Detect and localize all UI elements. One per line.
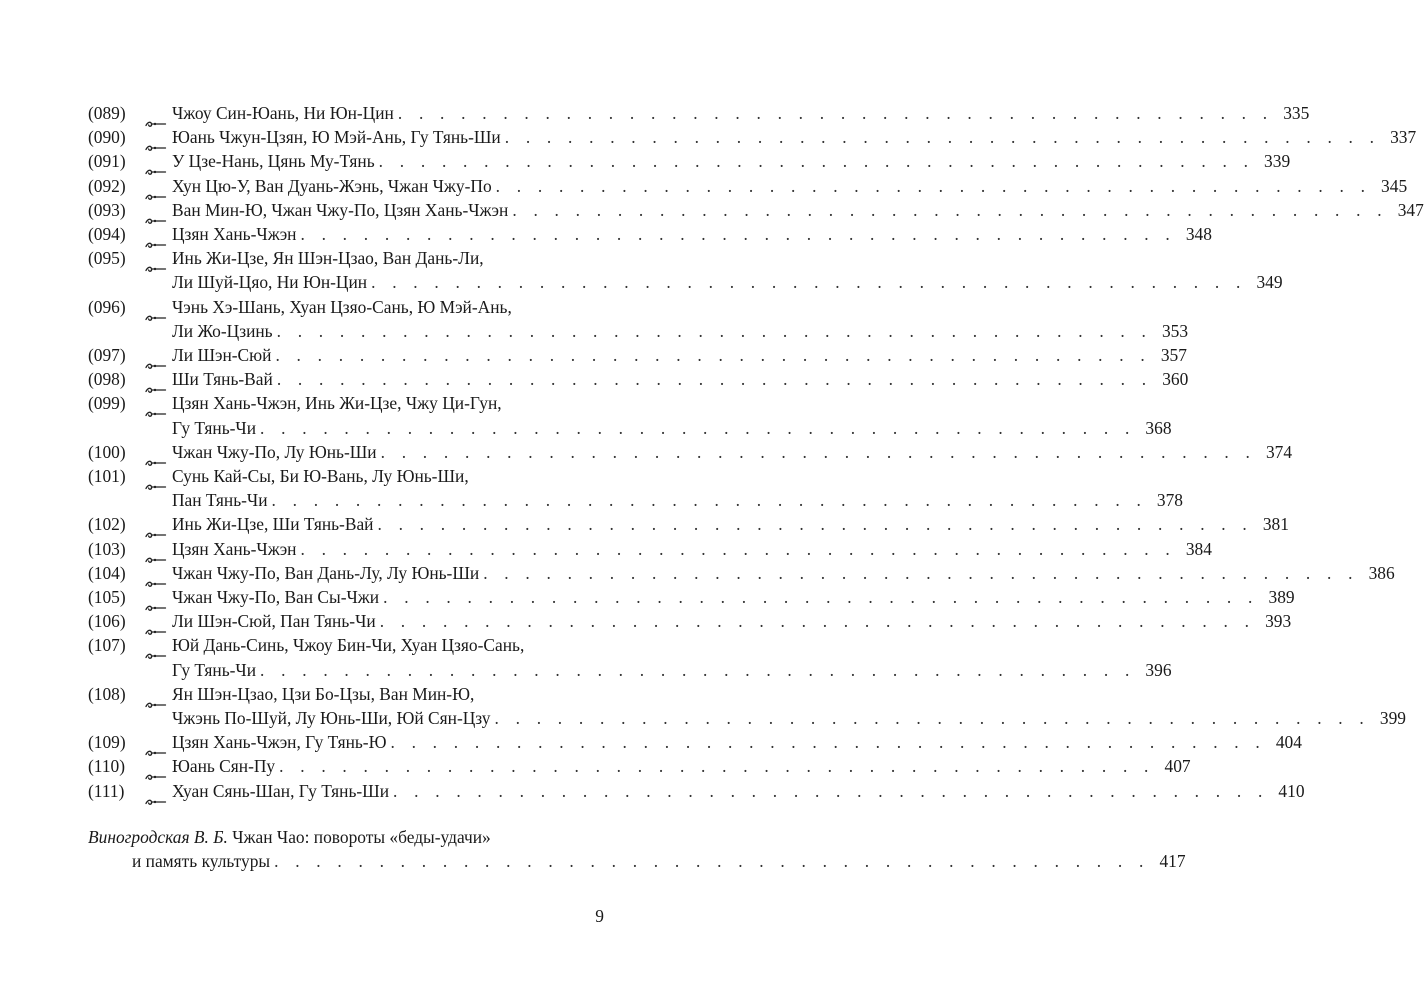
- entry-body: [172, 295, 1189, 343]
- dot-leader: . . . . . . . . . . . . . . . . . . . . . . . . . . . . . . . . . . . . . . . . . .: [260, 659, 1136, 680]
- entry-line: [172, 706, 1406, 730]
- entry-page-number: 357: [1160, 345, 1187, 366]
- entry-number: (089): [88, 103, 126, 123]
- entry-page-number: 393: [1265, 611, 1292, 632]
- entry-line: [172, 125, 1417, 149]
- dot-leader: . . . . . . . . . . . . . . . . . . . . . . . . . . . . . . . . . . . . . . . . . .: [390, 732, 1266, 753]
- entry-title: Цзян Хань-Чжэн, Гу Тянь-Ю: [172, 732, 387, 753]
- entry-number: (092): [88, 175, 126, 196]
- entry-page-number: 360: [1162, 369, 1189, 390]
- toc-entry: [88, 609, 1292, 633]
- entry-title: У Цзе-Нань, Цянь Му-Тянь: [172, 151, 375, 172]
- entry-title: Чжан Чжу-По, Ван Дань-Лу, Лу Юнь-Ши: [172, 562, 480, 583]
- entry-number: (104): [88, 562, 126, 583]
- entry-title: Цзян Хань-Чжэн: [172, 538, 297, 559]
- toc-entry: [88, 367, 1189, 391]
- entry-line: [172, 609, 1292, 633]
- entry-page-number: 348: [1185, 224, 1212, 245]
- entry-page-number: 335: [1283, 103, 1310, 123]
- entry-body: [172, 682, 1406, 730]
- entry-body: [172, 149, 1291, 173]
- entry-page-number: 378: [1156, 490, 1183, 511]
- scroll-ornament-icon: [145, 231, 167, 240]
- toc-entry: [88, 464, 1183, 512]
- entry-number: (106): [88, 611, 126, 632]
- entry-number: (095): [88, 248, 126, 269]
- entry-page-number: 410: [1278, 780, 1305, 801]
- entry-body: [172, 174, 1408, 198]
- entry-page-number: 381: [1262, 514, 1289, 535]
- toc-entry: [88, 149, 1291, 173]
- dot-leader: . . . . . . . . . . . . . . . . . . . . . . . . . . . . . . . . . . . . . . . . . .: [383, 587, 1259, 608]
- entry-title: Ли Шэн-Сюй: [172, 345, 272, 366]
- toc-entry: [88, 779, 1305, 803]
- entry-body: [172, 222, 1212, 246]
- entry-page-number: 386: [1368, 562, 1395, 583]
- entry-body: [172, 367, 1189, 391]
- dot-leader: . . . . . . . . . . . . . . . . . . . . . . . . . . . . . . . . . . . . . . . . . .: [271, 490, 1147, 511]
- entry-title: Ли Жо-Цзинь: [172, 320, 273, 341]
- entry-title: Цзян Хань-Чжэн, Инь Жи-Цзе, Чжу Ци-Гун,: [172, 393, 502, 414]
- entry-title: Чэнь Хэ-Шань, Хуан Цзяо-Сань, Ю Мэй-Ань,: [172, 296, 512, 317]
- scroll-ornament-icon: [145, 763, 167, 772]
- dot-leader: . . . . . . . . . . . . . . . . . . . . . . . . . . . . . . . . . . . . . . . . . .: [379, 611, 1256, 632]
- entry-title: Инь Жи-Цзе, Ян Шэн-Цзао, Ван Дань-Ли,: [172, 248, 484, 269]
- entry-body: [172, 561, 1395, 585]
- entry-title: Чжоу Син-Юань, Ни Юн-Цин: [172, 103, 394, 123]
- entry-title: Чжан Чжу-По, Лу Юнь-Ши: [172, 441, 377, 462]
- entry-line: [172, 246, 604, 270]
- entry-number: (105): [88, 587, 126, 608]
- toc-entry: [88, 585, 1295, 609]
- entry-line: [172, 730, 1302, 754]
- dot-leader: . . . . . . . . . . . . . . . . . . . . . . . . . . . . . . . . . . . . . . . . . .: [371, 272, 1247, 293]
- dot-leader: . . . . . . . . . . . . . . . . . . . . . . . . . . . . . . . . . . . . . . . . . .: [495, 175, 1372, 196]
- toc-entry: [88, 101, 1310, 125]
- folio-page-number: 9: [595, 906, 604, 926]
- entry-title: Сунь Кай-Сы, Би Ю-Вань, Лу Юнь-Ши,: [172, 466, 469, 487]
- entry-body: [172, 609, 1292, 633]
- dot-leader: . . . . . . . . . . . . . . . . . . . . . . . . . . . . . . . . . . . . . . . . . .: [274, 851, 1150, 872]
- entry-body: [172, 198, 1424, 222]
- scroll-ornament-icon: [145, 691, 167, 700]
- entry-page-number: 407: [1164, 756, 1191, 777]
- entry-title: Ян Шэн-Цзао, Цзи Бо-Цзы, Ван Мин-Ю,: [172, 683, 475, 704]
- entry-line: [172, 295, 604, 319]
- entry-title: Цзян Хань-Чжэн: [172, 224, 297, 245]
- entry-body: [172, 246, 1283, 294]
- scroll-ornament-icon: [145, 255, 167, 264]
- dot-leader: . . . . . . . . . . . . . . . . . . . . . . . . . . . . . . . . . . . . . . . . . .: [494, 708, 1370, 729]
- entry-line: [172, 537, 1212, 561]
- entry-line: [172, 682, 604, 706]
- table-of-contents: [88, 101, 1424, 803]
- entry-number: (108): [88, 683, 126, 704]
- entry-body: [172, 730, 1302, 754]
- entry-body: [172, 537, 1212, 561]
- entry-page-number: 347: [1397, 199, 1424, 220]
- toc-entry: [88, 174, 1408, 198]
- entry-body: [172, 779, 1305, 803]
- dot-leader: . . . . . . . . . . . . . . . . . . . . . . . . . . . . . . . . . . . . . . . . . .: [300, 224, 1176, 245]
- entry-body: [172, 512, 1289, 536]
- scroll-ornament-icon: [145, 400, 167, 409]
- dot-leader: . . . . . . . . . . . . . . . . . . . . . . . . . . . . . . . . . . . . . . . . . .: [380, 441, 1257, 462]
- toc-entry: [88, 295, 1189, 343]
- entry-page-number: 349: [1256, 272, 1283, 293]
- entry-number: (109): [88, 732, 126, 753]
- entry-page-number: 384: [1185, 538, 1212, 559]
- scroll-ornament-icon: [145, 449, 167, 458]
- toc-entry: [88, 730, 1302, 754]
- entry-number: (097): [88, 345, 126, 366]
- scroll-ornament-icon: [145, 183, 167, 192]
- scroll-ornament-icon: [145, 110, 167, 119]
- dot-leader: . . . . . . . . . . . . . . . . . . . . . . . . . . . . . . . . . . . . . . . . . .: [260, 417, 1136, 438]
- entry-line: [172, 367, 1189, 391]
- entry-number: (090): [88, 127, 126, 148]
- entry-line: [172, 779, 1305, 803]
- scroll-ornament-icon: [145, 376, 167, 385]
- dot-leader: . . . . . . . . . . . . . . . . . . . . . . . . . . . . . . . . . . . . . . . . . .: [504, 127, 1381, 148]
- entry-body: [172, 633, 1172, 681]
- entry-line: [172, 754, 1191, 778]
- scroll-ornament-icon: [145, 788, 167, 797]
- afterword-title-2: и память культуры: [132, 851, 271, 872]
- entry-line: [172, 270, 1283, 294]
- entry-number: (098): [88, 369, 126, 390]
- toc-entry: [88, 343, 1187, 367]
- entry-title: Юань Сян-Пу: [172, 756, 276, 777]
- afterword-line-2: [88, 849, 1186, 873]
- entry-line: [172, 391, 604, 415]
- entry-page-number: 399: [1379, 708, 1406, 729]
- entry-page-number: 339: [1264, 151, 1291, 172]
- scroll-ornament-icon: [145, 618, 167, 627]
- entry-number: (110): [88, 756, 126, 777]
- toc-entry: [88, 198, 1424, 222]
- entry-number: (094): [88, 224, 126, 245]
- entry-page-number: 389: [1268, 587, 1295, 608]
- entry-title: Чжэнь По-Шуй, Лу Юнь-Ши, Юй Сян-Цзу: [172, 708, 491, 729]
- entry-line: [172, 198, 1424, 222]
- entry-body: [172, 464, 1183, 512]
- dot-leader: . . . . . . . . . . . . . . . . . . . . . . . . . . . . . . . . . . . . . . . . . .: [377, 514, 1253, 535]
- toc-entry: [88, 682, 1406, 730]
- entry-title: Гу Тянь-Чи: [172, 417, 257, 438]
- entry-title: Ши Тянь-Вай: [172, 369, 273, 390]
- entry-page-number: 396: [1145, 659, 1172, 680]
- scroll-ornament-icon: [145, 304, 167, 313]
- toc-entry: [88, 512, 1289, 536]
- scroll-ornament-icon: [145, 546, 167, 555]
- entry-body: [172, 391, 1172, 439]
- dot-leader: . . . . . . . . . . . . . . . . . . . . . . . . . . . . . . . . . . . . . . . . . .: [300, 538, 1176, 559]
- scroll-ornament-icon: [145, 739, 167, 748]
- entry-line: [172, 319, 1189, 343]
- entry-number: (101): [88, 466, 126, 487]
- dot-leader: . . . . . . . . . . . . . . . . . . . . . . . . . . . . . . . . . . . . . . . . . .: [275, 345, 1151, 366]
- entry-line: [172, 440, 1293, 464]
- dot-leader: . . . . . . . . . . . . . . . . . . . . . . . . . . . . . . . . . . . . . . . . . .: [483, 562, 1359, 583]
- dot-leader: . . . . . . . . . . . . . . . . . . . . . . . . . . . . . . . . . . . . . . . . . .: [393, 780, 1269, 801]
- entry-line: [172, 416, 1172, 440]
- entry-number: (103): [88, 538, 126, 559]
- scroll-ornament-icon: [145, 207, 167, 216]
- entry-body: [172, 343, 1187, 367]
- entry-title: Хун Цю-У, Ван Дуань-Жэнь, Чжан Чжу-По: [172, 175, 492, 196]
- entry-line: [172, 174, 1408, 198]
- entry-page-number: 337: [1390, 127, 1417, 148]
- toc-entry: [88, 440, 1293, 464]
- afterword-author: Виногродская В. Б.: [88, 827, 228, 847]
- afterword-line-1: [88, 825, 604, 849]
- toc-entry: [88, 246, 1283, 294]
- toc-entry: [88, 222, 1212, 246]
- entry-line: [172, 658, 1172, 682]
- entry-title: Гу Тянь-Чи: [172, 659, 257, 680]
- entry-number: (091): [88, 151, 126, 172]
- entry-title: Инь Жи-Цзе, Ши Тянь-Вай: [172, 514, 374, 535]
- scroll-ornament-icon: [145, 134, 167, 143]
- scroll-ornament-icon: [145, 642, 167, 651]
- toc-entry: [88, 537, 1212, 561]
- dot-leader: . . . . . . . . . . . . . . . . . . . . . . . . . . . . . . . . . . . . . . . . . .: [512, 199, 1388, 220]
- entry-title: Пан Тянь-Чи: [172, 490, 268, 511]
- entry-line: [172, 633, 604, 657]
- entry-line: [172, 464, 604, 488]
- entry-line: [172, 561, 1395, 585]
- entry-line: [172, 585, 1295, 609]
- entry-number: (107): [88, 635, 126, 656]
- dot-leader: . . . . . . . . . . . . . . . . . . . . . . . . . . . . . . . . . . . . . . . . . .: [276, 369, 1153, 390]
- entry-title: Ли Шуй-Цяо, Ни Юн-Цин: [172, 272, 368, 293]
- entry-number: (111): [88, 780, 125, 801]
- entry-body: [172, 125, 1417, 149]
- entry-page-number: 353: [1161, 320, 1189, 341]
- entry-title: Юй Дань-Синь, Чжоу Бин-Чи, Хуан Цзяо-Сань,: [172, 635, 525, 656]
- scroll-ornament-icon: [145, 594, 167, 603]
- scroll-ornament-icon: [145, 158, 167, 167]
- afterword-entry: [88, 825, 1186, 873]
- entry-body: [172, 754, 1191, 778]
- entry-line: [172, 149, 1291, 173]
- entry-title: Чжан Чжу-По, Ван Сы-Чжи: [172, 587, 380, 608]
- entry-title: Ван Мин-Ю, Чжан Чжу-По, Цзян Хань-Чжэн: [172, 199, 509, 220]
- scroll-ornament-icon: [145, 473, 167, 482]
- entry-title: Юань Чжун-Цзян, Ю Мэй-Ань, Гу Тянь-Ши: [172, 127, 501, 148]
- dot-leader: . . . . . . . . . . . . . . . . . . . . . . . . . . . . . . . . . . . . . . . . . .: [279, 756, 1155, 777]
- dot-leader: . . . . . . . . . . . . . . . . . . . . . . . . . . . . . . . . . . . . . . . . . .: [276, 320, 1153, 341]
- entry-body: [172, 101, 1310, 125]
- entry-page-number: 404: [1275, 732, 1302, 753]
- entry-page-number: 345: [1381, 175, 1408, 196]
- entry-line: [172, 488, 1183, 512]
- toc-entry: [88, 754, 1191, 778]
- entry-line: [172, 222, 1212, 246]
- entry-number: (093): [88, 199, 126, 220]
- entry-title: Хуан Сянь-Шан, Гу Тянь-Ши: [172, 780, 390, 801]
- entry-line: [172, 101, 1310, 125]
- entry-number: (100): [88, 441, 126, 462]
- afterword-page-number: 417: [1159, 851, 1186, 872]
- entry-number: (102): [88, 514, 126, 535]
- entry-number: (096): [88, 296, 126, 317]
- entry-title: Ли Шэн-Сюй, Пан Тянь-Чи: [172, 611, 376, 632]
- scroll-ornament-icon: [145, 352, 167, 361]
- toc-entry: [88, 125, 1417, 149]
- entry-page-number: 374: [1265, 441, 1293, 462]
- afterword-title-1: Чжан Чао: повороты «беды-удачи»: [232, 827, 491, 847]
- toc-entry: [88, 633, 1172, 681]
- scroll-ornament-icon: [145, 521, 167, 530]
- entry-number: (099): [88, 393, 126, 414]
- toc-entry: [88, 561, 1395, 585]
- scroll-ornament-icon: [145, 570, 167, 579]
- dot-leader: . . . . . . . . . . . . . . . . . . . . . . . . . . . . . . . . . . . . . . . . . .: [397, 103, 1274, 123]
- entry-body: [172, 585, 1295, 609]
- entry-line: [172, 512, 1289, 536]
- dot-leader: . . . . . . . . . . . . . . . . . . . . . . . . . . . . . . . . . . . . . . . . . .: [378, 151, 1255, 172]
- entry-page-number: 368: [1145, 417, 1172, 438]
- entry-line: [172, 343, 1187, 367]
- toc-entry: [88, 391, 1172, 439]
- entry-body: [172, 440, 1293, 464]
